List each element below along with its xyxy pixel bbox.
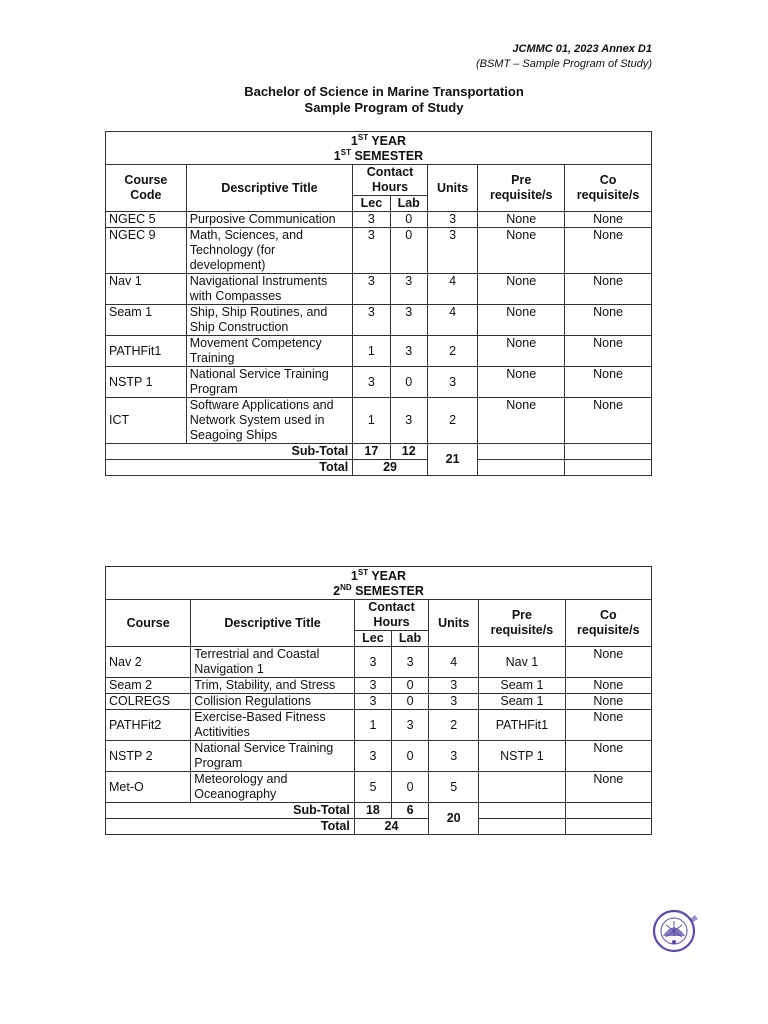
lab-hours: 0 — [390, 228, 427, 274]
semester-header — [106, 132, 652, 165]
lec-hours: 3 — [354, 694, 391, 710]
course-code: PATHFit2 — [106, 710, 191, 741]
total-row — [106, 460, 652, 476]
corequisite: None — [565, 772, 651, 803]
course-code: Met-O — [106, 772, 191, 803]
units: 3 — [429, 694, 479, 710]
course-title: Collision Regulations — [191, 694, 355, 710]
units: 5 — [429, 772, 479, 803]
units: 3 — [427, 228, 477, 274]
prerequisite: None — [478, 228, 565, 274]
lab-hours: 0 — [390, 212, 427, 228]
course-title: Purposive Communication — [186, 212, 353, 228]
total-hours: 24 — [354, 819, 428, 835]
prerequisite: None — [478, 398, 565, 444]
units: 3 — [429, 678, 479, 694]
document-title-line2: Sample Program of Study — [304, 100, 464, 115]
course-code: NGEC 5 — [106, 212, 187, 228]
total-row — [106, 819, 652, 835]
prerequisite: None — [478, 367, 565, 398]
subtotal-row — [106, 444, 652, 460]
table-row — [106, 678, 652, 694]
lab-hours: 0 — [390, 367, 427, 398]
semester-1-table — [105, 131, 652, 476]
course-code: Seam 1 — [106, 305, 187, 336]
course-code: NGEC 9 — [106, 228, 187, 274]
semester-header — [106, 567, 652, 600]
corequisite: None — [565, 398, 652, 444]
course-title: Navigational Instruments with Compasses — [186, 274, 353, 305]
course-code: PATHFit1 — [106, 336, 187, 367]
semester-label: 2ND SEMESTER — [333, 583, 424, 598]
table-row — [106, 274, 652, 305]
prerequisite: Seam 1 — [479, 694, 565, 710]
semester-label: 1ST SEMESTER — [333, 148, 424, 163]
table-row — [106, 772, 652, 803]
col-units: Units — [427, 165, 477, 212]
annex-code: JCMMC 01, 2023 Annex D1 — [512, 43, 652, 55]
lec-hours: 3 — [353, 212, 390, 228]
table-row — [106, 741, 652, 772]
lec-hours: 3 — [353, 367, 390, 398]
course-code: NSTP 2 — [106, 741, 191, 772]
table-row — [106, 336, 652, 367]
col-prerequisites: Pre requisite/s — [479, 600, 565, 647]
corequisite: None — [565, 212, 652, 228]
course-title: Meteorology and Oceanography — [191, 772, 355, 803]
lab-hours: 0 — [391, 678, 428, 694]
course-title: Exercise-Based Fitness Actitivities — [191, 710, 355, 741]
lec-hours: 1 — [353, 398, 390, 444]
table-row — [106, 305, 652, 336]
year-label: 1ST YEAR — [350, 133, 407, 148]
units: 2 — [427, 398, 477, 444]
course-title: Math, Sciences, and Technology (for development) — [186, 228, 353, 274]
col-lab: Lab — [391, 631, 428, 647]
units: 3 — [427, 367, 477, 398]
col-corequisites: Co requisite/s — [565, 165, 652, 212]
corequisite: None — [565, 336, 652, 367]
units: 4 — [429, 647, 479, 678]
corequisite: None — [565, 741, 651, 772]
col-prerequisites: Pre requisite/s — [478, 165, 565, 212]
document-title-line1: Bachelor of Science in Marine Transportation — [244, 84, 524, 99]
course-title: Software Applications and Network System used in Seagoing Ships — [186, 398, 353, 444]
lab-hours: 0 — [391, 772, 428, 803]
subtotal-lab: 12 — [390, 444, 427, 460]
course-code: ICT — [106, 398, 187, 444]
course-title: Trim, Stability, and Stress — [191, 678, 355, 694]
course-title: Ship, Ship Routines, and Ship Construction — [186, 305, 353, 336]
lec-hours: 3 — [353, 228, 390, 274]
document-title — [0, 84, 768, 116]
lab-hours: 0 — [391, 741, 428, 772]
lab-hours: 0 — [391, 694, 428, 710]
lec-hours: 1 — [353, 336, 390, 367]
col-units: Units — [429, 600, 479, 647]
col-contact-hours: Contact Hours — [354, 600, 428, 631]
lab-hours: 3 — [390, 274, 427, 305]
semester-2-table — [105, 566, 652, 835]
lab-hours: 3 — [390, 336, 427, 367]
corequisite: None — [565, 228, 652, 274]
course-code: Nav 1 — [106, 274, 187, 305]
col-contact-hours: Contact Hours — [353, 165, 428, 196]
corequisite: None — [565, 710, 651, 741]
lab-hours: 3 — [390, 305, 427, 336]
table-row — [106, 228, 652, 274]
course-code: Nav 2 — [106, 647, 191, 678]
corequisite: None — [565, 274, 652, 305]
course-title: National Service Training Program — [186, 367, 353, 398]
units-total: 20 — [429, 803, 479, 835]
prerequisite: Seam 1 — [479, 678, 565, 694]
prerequisite: None — [478, 274, 565, 305]
col-lab: Lab — [390, 196, 427, 212]
prerequisite: NSTP 1 — [479, 741, 565, 772]
total-label: Total — [106, 460, 353, 476]
course-title: Terrestrial and Coastal Navigation 1 — [191, 647, 355, 678]
year-label: 1ST YEAR — [350, 568, 407, 583]
corequisite: None — [565, 305, 652, 336]
total-label: Total — [106, 819, 355, 835]
subtotal-label: Sub-Total — [106, 803, 355, 819]
lec-hours: 3 — [353, 274, 390, 305]
lec-hours: 1 — [354, 710, 391, 741]
subtotal-row — [106, 803, 652, 819]
lec-hours: 3 — [354, 647, 391, 678]
prerequisite: Nav 1 — [479, 647, 565, 678]
table-row — [106, 398, 652, 444]
prerequisite: None — [478, 336, 565, 367]
ched-seal-icon — [646, 905, 706, 957]
units: 3 — [427, 212, 477, 228]
units: 4 — [427, 305, 477, 336]
total-hours: 29 — [353, 460, 428, 476]
corequisite: None — [565, 694, 651, 710]
lab-hours: 3 — [391, 647, 428, 678]
course-code: Seam 2 — [106, 678, 191, 694]
col-lec: Lec — [353, 196, 390, 212]
units: 4 — [427, 274, 477, 305]
lec-hours: 5 — [354, 772, 391, 803]
prerequisite: None — [478, 305, 565, 336]
course-title: National Service Training Program — [191, 741, 355, 772]
lec-hours: 3 — [353, 305, 390, 336]
prerequisite: None — [478, 212, 565, 228]
col-lec: Lec — [354, 631, 391, 647]
prerequisite — [479, 772, 565, 803]
table-row — [106, 710, 652, 741]
annex-reference — [476, 42, 652, 72]
subtotal-lec: 18 — [354, 803, 391, 819]
col-course-code: Course Code — [106, 165, 187, 212]
lab-hours: 3 — [390, 398, 427, 444]
units-total: 21 — [427, 444, 477, 476]
annex-subtitle: (BSMT – Sample Program of Study) — [475, 58, 652, 70]
units: 3 — [429, 741, 479, 772]
units: 2 — [427, 336, 477, 367]
lab-hours: 3 — [391, 710, 428, 741]
subtotal-lec: 17 — [353, 444, 390, 460]
table-row — [106, 367, 652, 398]
units: 2 — [429, 710, 479, 741]
subtotal-label: Sub-Total — [106, 444, 353, 460]
course-code: NSTP 1 — [106, 367, 187, 398]
corequisite: None — [565, 647, 651, 678]
table-row — [106, 647, 652, 678]
lec-hours: 3 — [354, 678, 391, 694]
subtotal-lab: 6 — [391, 803, 428, 819]
col-course: Course — [106, 600, 191, 647]
col-corequisites: Co requisite/s — [565, 600, 651, 647]
corequisite: None — [565, 678, 651, 694]
table-row — [106, 694, 652, 710]
course-code: COLREGS — [106, 694, 191, 710]
lec-hours: 3 — [354, 741, 391, 772]
corequisite: None — [565, 367, 652, 398]
col-descriptive-title: Descriptive Title — [191, 600, 355, 647]
course-title: Movement Competency Training — [186, 336, 353, 367]
prerequisite: PATHFit1 — [479, 710, 565, 741]
col-descriptive-title: Descriptive Title — [186, 165, 353, 212]
table-row — [106, 212, 652, 228]
